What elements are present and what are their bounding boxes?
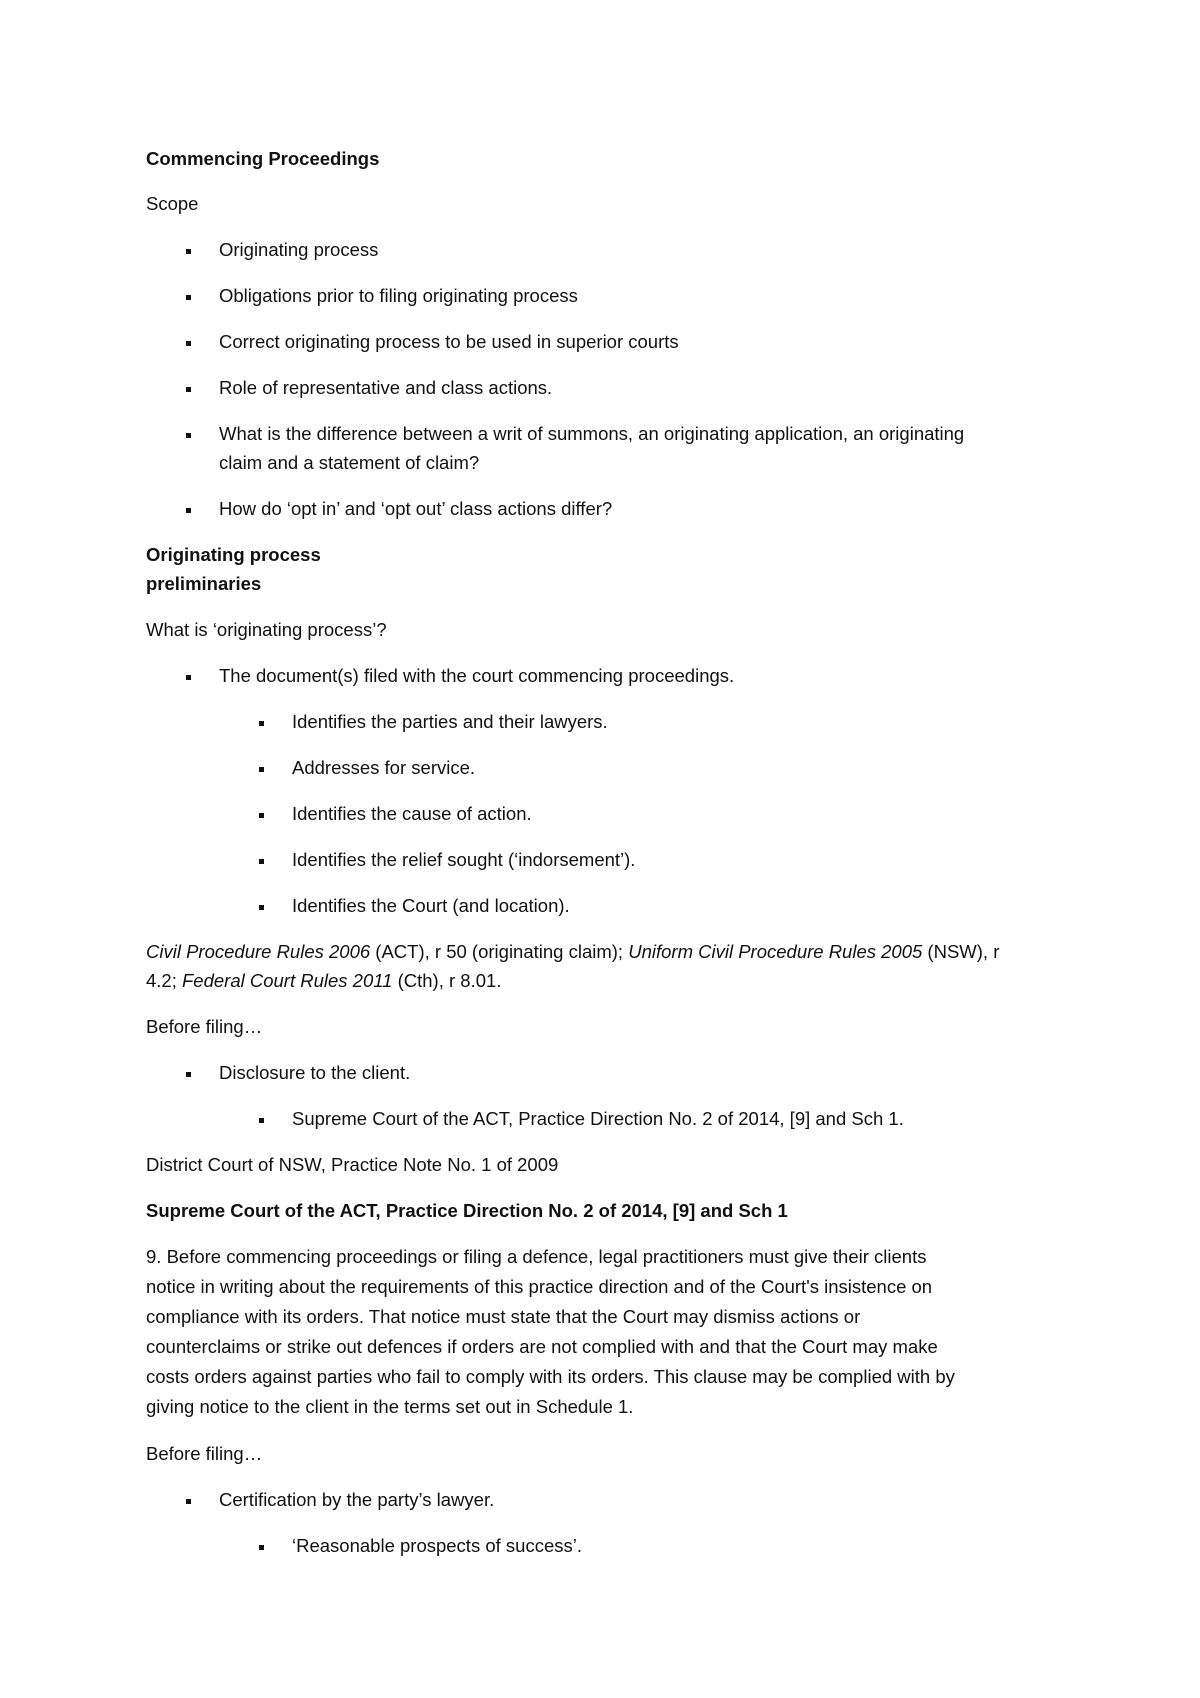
scope-item: Role of representative and class actions. xyxy=(219,377,553,398)
bullet-icon xyxy=(259,721,264,726)
district-court-note: District Court of NSW, Practice Note No. 1 of 2009 xyxy=(146,1154,559,1175)
scope-item: What is the difference between a writ of summons, an originating application, an originating xyxy=(219,423,965,444)
sub-list-item: ‘Reasonable prospects of success’. xyxy=(292,1535,582,1556)
section-heading-originating: Originating process xyxy=(146,544,321,565)
citation-text: 4.2; xyxy=(146,970,182,991)
citation-text: (NSW), r xyxy=(922,941,1000,962)
citation-text: (ACT), r 50 (originating claim); xyxy=(370,941,629,962)
list-item: Certification by the party’s lawyer. xyxy=(219,1489,495,1510)
scope-item: Obligations prior to filing originating process xyxy=(219,285,578,306)
citation-title: Civil Procedure Rules 2006 xyxy=(146,941,371,962)
supreme-court-heading: Supreme Court of the ACT, Practice Direction No. 2 of 2014, [9] and Sch 1 xyxy=(146,1200,788,1221)
bullet-icon xyxy=(186,249,191,254)
bullet-icon xyxy=(186,508,191,513)
paragraph-line: giving notice to the client in the terms set out in Schedule 1. xyxy=(146,1396,634,1417)
paragraph-line: counterclaims or strike out defences if orders are not complied with and that the Court may make xyxy=(146,1336,938,1357)
citation-title: Uniform Civil Procedure Rules 2005 xyxy=(628,941,923,962)
bullet-icon xyxy=(186,387,191,392)
sub-list-item: Identifies the relief sought (‘indorsement’). xyxy=(292,849,636,870)
paragraph-line: compliance with its orders. That notice must state that the Court may dismiss actions or xyxy=(146,1306,861,1327)
sub-list-item: Supreme Court of the ACT, Practice Direction No. 2 of 2014, [9] and Sch 1. xyxy=(292,1108,904,1129)
bullet-icon xyxy=(186,675,191,680)
scope-item-continued: claim and a statement of claim? xyxy=(219,452,480,473)
before-filing-heading: Before filing… xyxy=(146,1016,263,1037)
scope-item: Originating process xyxy=(219,239,379,260)
bullet-icon xyxy=(259,1118,264,1123)
section-heading-preliminaries: preliminaries xyxy=(146,573,262,594)
bullet-icon xyxy=(259,767,264,772)
list-item: Disclosure to the client. xyxy=(219,1062,411,1083)
paragraph-line: 9. Before commencing proceedings or filing a defence, legal practitioners must give their clients xyxy=(146,1246,927,1267)
before-filing-heading: Before filing… xyxy=(146,1443,263,1464)
bullet-icon xyxy=(186,341,191,346)
citation-line-2 xyxy=(146,967,501,995)
bullet-icon xyxy=(186,295,191,300)
citation-line-1 xyxy=(146,938,999,966)
bullet-icon xyxy=(259,1545,264,1550)
list-item: The document(s) filed with the court commencing proceedings. xyxy=(219,665,735,686)
document-title: Commencing Proceedings xyxy=(146,148,380,169)
citation-title: Federal Court Rules 2011 xyxy=(182,970,393,991)
sub-list-item: Identifies the cause of action. xyxy=(292,803,532,824)
bullet-icon xyxy=(259,813,264,818)
bullet-icon xyxy=(186,433,191,438)
paragraph-line: costs orders against parties who fail to comply with its orders. This clause may be complied with by xyxy=(146,1366,955,1387)
bullet-icon xyxy=(186,1072,191,1077)
question-text: What is ‘originating process’? xyxy=(146,619,387,640)
scope-item: Correct originating process to be used in superior courts xyxy=(219,331,679,352)
sub-list-item: Identifies the Court (and location). xyxy=(292,895,570,916)
bullet-icon xyxy=(259,859,264,864)
citation-text: (Cth), r 8.01. xyxy=(392,970,502,991)
sub-list-item: Identifies the parties and their lawyers. xyxy=(292,711,608,732)
sub-list-item: Addresses for service. xyxy=(292,757,476,778)
bullet-icon xyxy=(186,1499,191,1504)
scope-item: How do ‘opt in’ and ‘opt out’ class actions differ? xyxy=(219,498,613,519)
bullet-icon xyxy=(259,905,264,910)
paragraph-line: notice in writing about the requirements of this practice direction and of the Court's insistence on xyxy=(146,1276,933,1297)
scope-heading: Scope xyxy=(146,193,199,214)
